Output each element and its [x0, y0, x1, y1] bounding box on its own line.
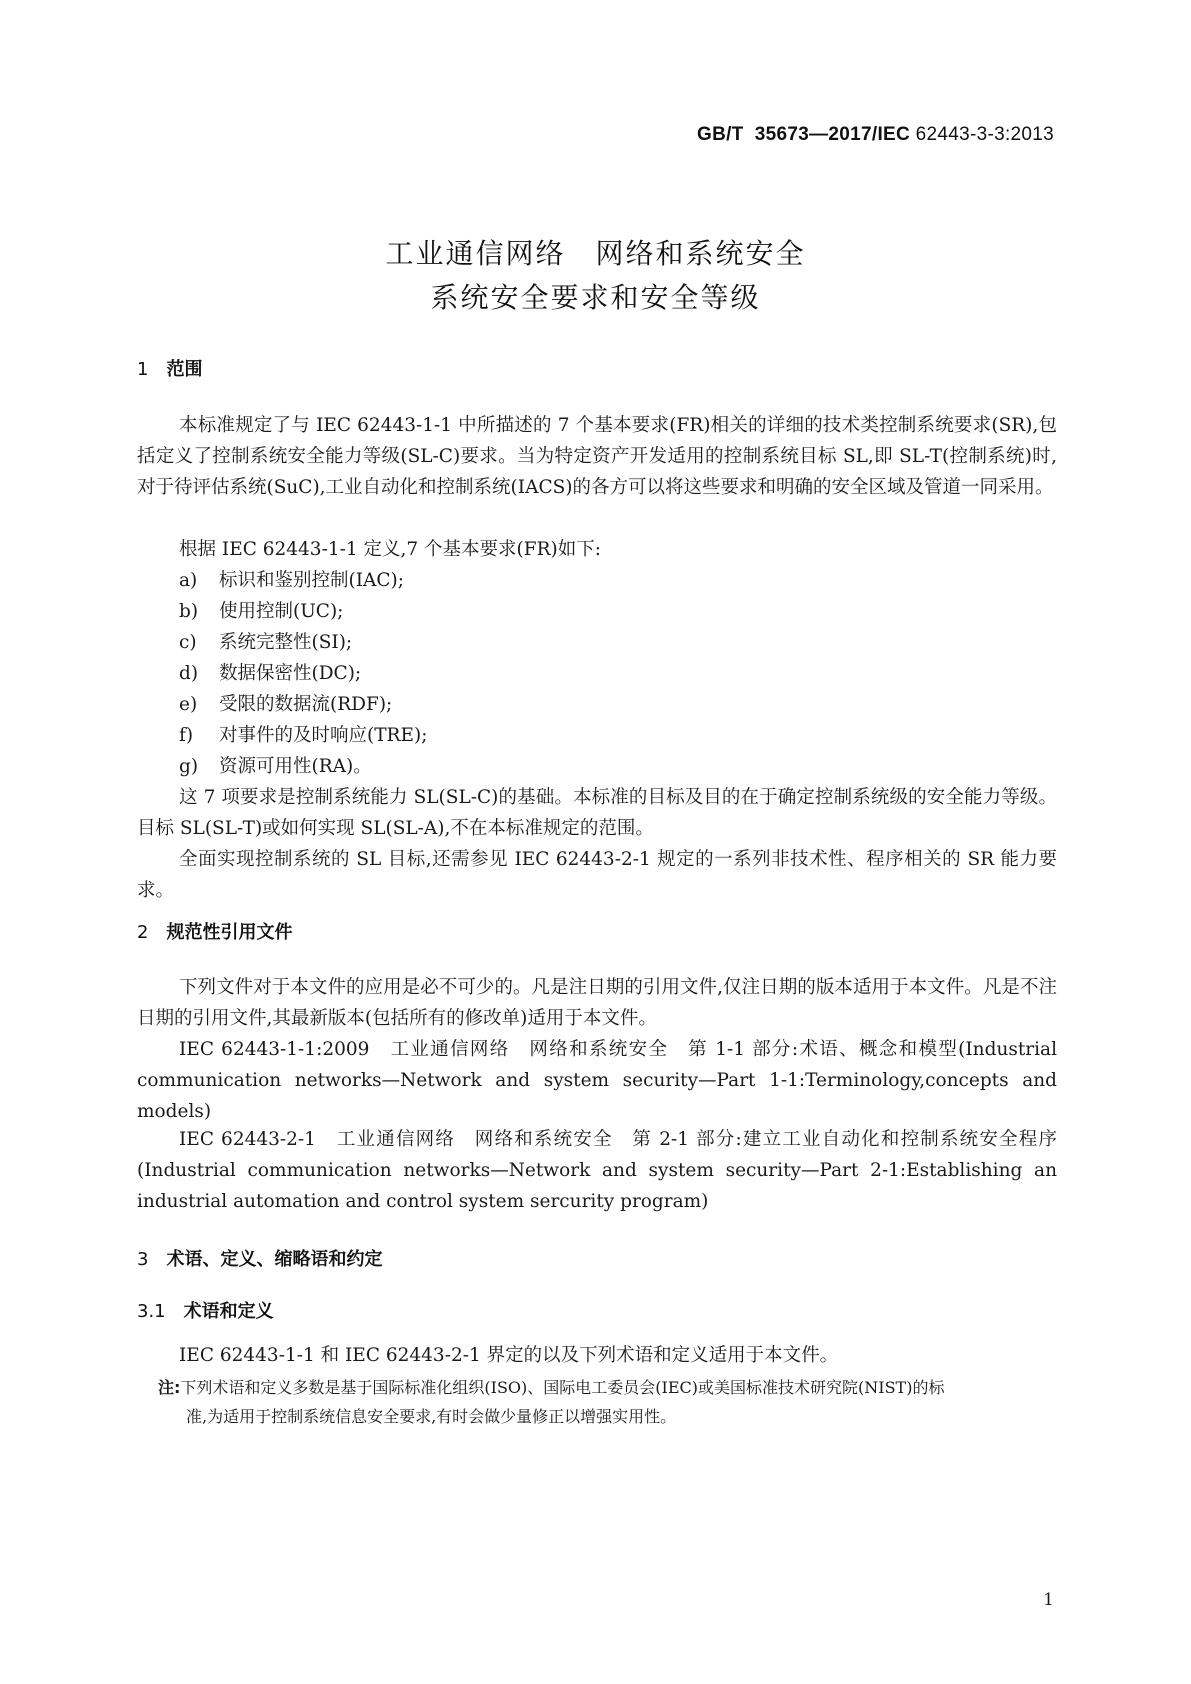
section-2-paragraph-1: 下列文件对于本文件的应用是必不可少的。凡是注日期的引用文件,仅注日期的版本适用于本文件。凡是不注日期的引用文件,其最新版本(包括所有的修改单)适用于本文件。 — [137, 977, 1057, 1029]
list-item — [179, 720, 427, 751]
list-marker: e) — [179, 694, 198, 715]
note-label: 注: — [158, 1378, 181, 1397]
section-1-heading — [137, 355, 202, 381]
list-text: 受限的数据流(RDF); — [219, 694, 393, 715]
list-marker: b) — [179, 601, 199, 622]
section-3-1-heading — [137, 1297, 274, 1323]
list-item — [179, 627, 352, 658]
list-marker: f) — [179, 725, 194, 746]
section-1-paragraph-2: 根据 IEC 62443-1-1 定义,7 个基本要求(FR)如下: — [179, 539, 601, 560]
section-title: 术语和定义 — [183, 1301, 274, 1322]
section-title: 术语、定义、缩略语和约定 — [166, 1249, 383, 1270]
list-text: 使用控制(UC); — [219, 601, 344, 622]
normative-reference-2: IEC 62443-2-1 工业通信网络 网络和系统安全 第 2-1 部分:建立工业自动化和控制系统安全程序(Industrial communication networks—Network and system security—Part 2-1:Establishing an industrial automation and control system sercurity program) — [137, 1129, 1057, 1212]
section-1-paragraph-1: 本标准规定了与 IEC 62443-1-1 中所描述的 7 个基本要求(FR)相关的详细的技术类控制系统要求(SR),包括定义了控制系统安全能力等级(SL-C)要求。当为特定资产开发适用的控制系统目标 SL,即 SL-T(控制系统)时,对于待评估系统(SuC),工业自动化和控制系统(IACS)的各方可以将这些要求和明确的安全区域及管道一同采用。 — [137, 415, 1058, 498]
list-item — [179, 565, 404, 596]
standard-number — [697, 124, 1054, 146]
list-text: 数据保密性(DC); — [219, 663, 362, 684]
section-1-paragraph-3: 这 7 项要求是控制系统能力 SL(SL-C)的基础。本标准的目标及目的在于确定控制系统级的安全能力等级。目标 SL(SL-T)或如何实现 SL(SL-A),不在本标准规定的范围。 — [137, 787, 1057, 839]
normative-reference-1: IEC 62443-1-1:2009 工业通信网络 网络和系统安全 第 1-1 部分:术语、概念和模型(Industrial communication networks—Network and system security—Part 1-1:Terminology,concepts and models) — [137, 1039, 1057, 1122]
list-item — [179, 751, 372, 782]
list-item — [179, 689, 392, 720]
section-2-heading — [137, 918, 292, 944]
section-number: 3 — [137, 1249, 149, 1270]
list-marker: a) — [179, 570, 198, 591]
note-text-line2: 准,为适用于控制系统信息安全要求,有时会做少量修正以增强实用性。 — [186, 1407, 677, 1426]
section-3-heading — [137, 1245, 382, 1271]
standard-prefix: GB/T — [697, 124, 744, 145]
list-marker: d) — [179, 663, 199, 684]
section-3-1-paragraph-1: IEC 62443-1-1 和 IEC 62443-2-1 界定的以及下列术语和定义适用于本文件。 — [179, 1345, 839, 1366]
list-marker: c) — [179, 632, 197, 653]
section-number: 2 — [137, 922, 149, 943]
list-text: 系统完整性(SI); — [219, 632, 353, 653]
list-text: 标识和鉴别控制(IAC); — [219, 570, 404, 591]
standard-main: 35673—2017/IEC — [754, 124, 911, 145]
section-1-paragraph-4: 全面实现控制系统的 SL 目标,还需参见 IEC 62443-2-1 规定的一系列非技术性、程序相关的 SR 能力要求。 — [137, 849, 1057, 901]
section-number: 3.1 — [137, 1301, 166, 1322]
document-title-line1: 工业通信网络 网络和系统安全 — [385, 237, 806, 270]
note-block — [158, 1373, 1057, 1431]
document-title-line2: 系统安全要求和安全等级 — [430, 281, 761, 314]
page-number: 1 — [1043, 1590, 1054, 1610]
list-item — [179, 658, 361, 689]
list-text: 资源可用性(RA)。 — [219, 756, 372, 777]
standard-suffix: 62443-3-3:2013 — [915, 124, 1054, 145]
note-text-line1: 下列术语和定义多数是基于国际标准化组织(ISO)、国际电工委员会(IEC)或美国标准技术研究院(NIST)的标 — [180, 1378, 945, 1397]
list-text: 对事件的及时响应(TRE); — [219, 725, 428, 746]
section-title: 范围 — [166, 359, 203, 380]
list-item — [179, 596, 343, 627]
section-number: 1 — [137, 359, 149, 380]
section-title: 规范性引用文件 — [166, 922, 293, 943]
list-marker: g) — [179, 756, 199, 777]
